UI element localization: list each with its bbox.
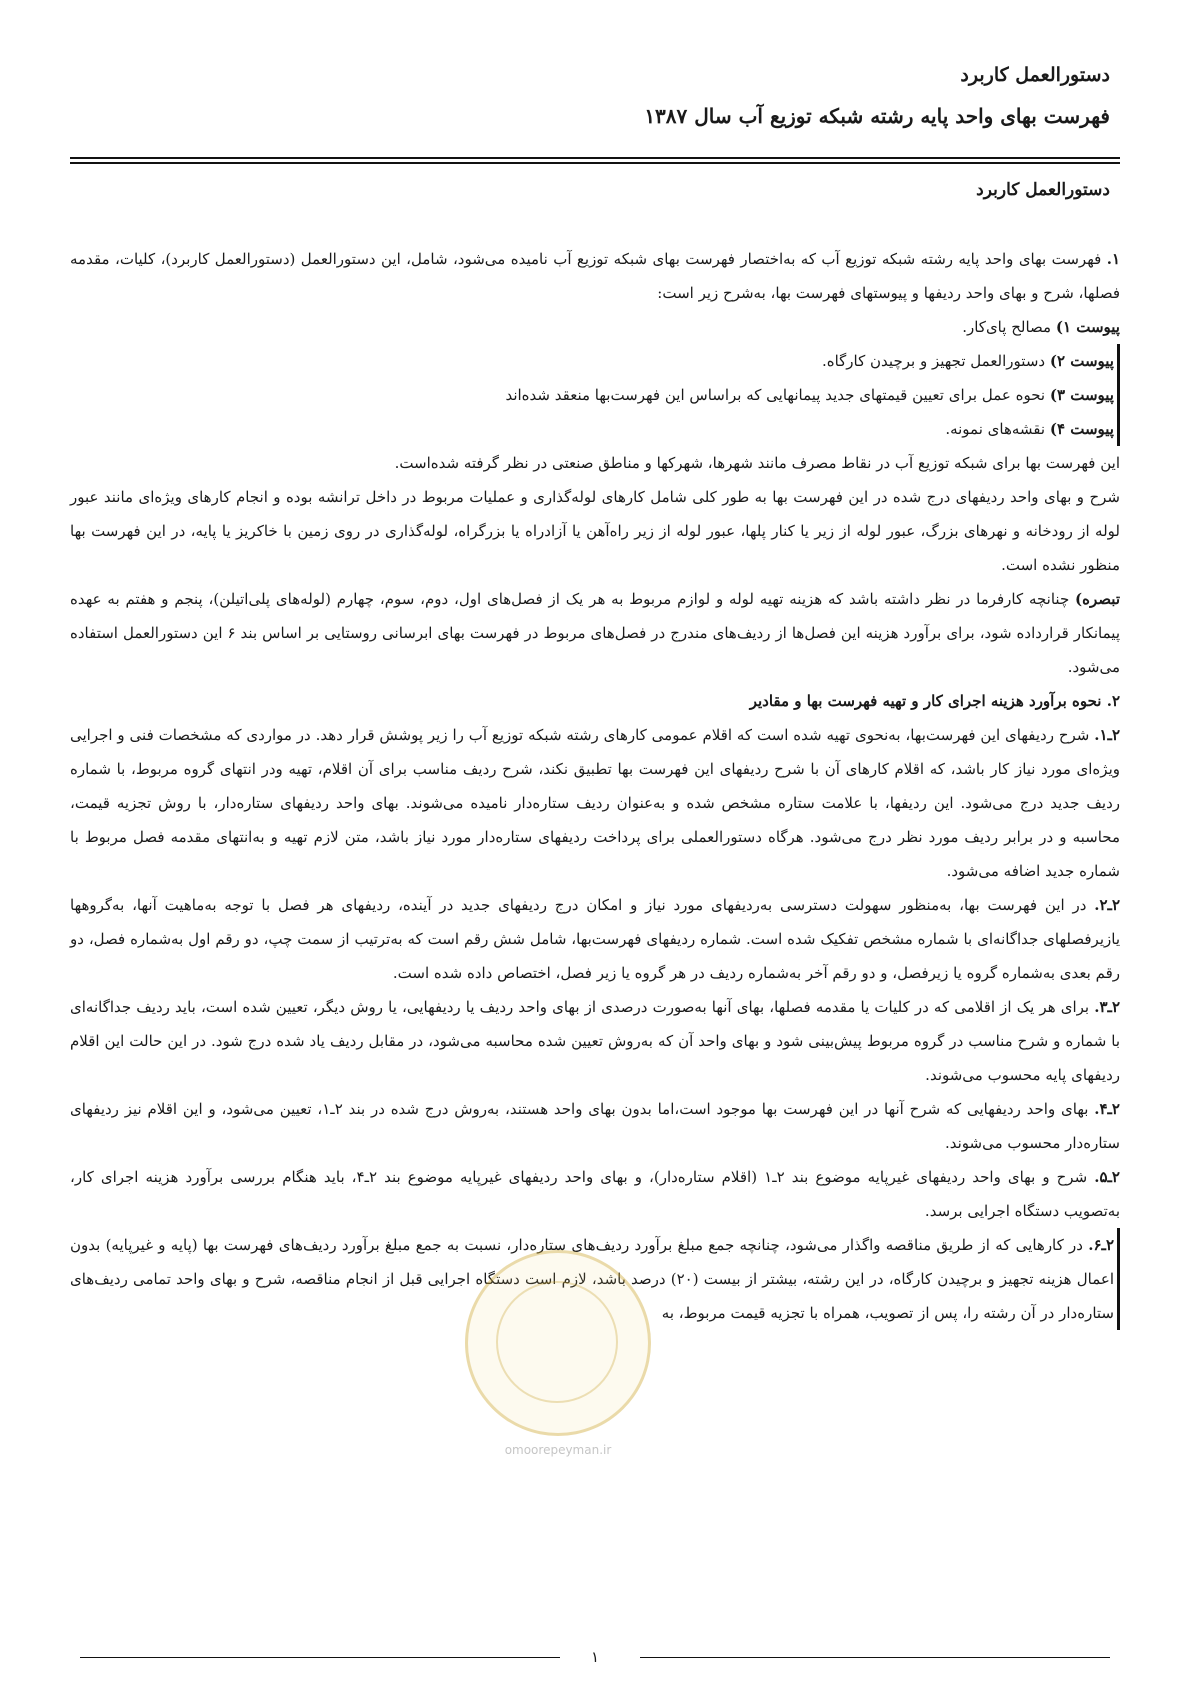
appendix-text: نقشه‌های نمونه. (945, 420, 1050, 438)
paragraph-scope: این فهرست بها برای شبکه توزیع آب در نقاط مصرف مانند شهرها، شهرکها و مناطق صنعتی در نظر گرفته شده‌است. (394, 454, 1120, 472)
note-text: چنانچه کارفرما در نظر داشته باشد که هزینه تهیه لوله و لوازم مربوط به هر یک از فصل‌های اول، دوم، سوم، چهارم (لوله‌های پلی‌اتیلن)، پنجم و هفتم به عهده پیمانکار قرارداده شود، برای برآورد هزینه این فصل‌ها از ردیف‌های مندرج در فصل‌های مربوط در فهرست بهای ابرسانی روستایی بر اساس بند ۶ این دستورالعمل استفاده می‌شود. (70, 590, 1120, 676)
appendix-item (70, 310, 1120, 344)
clause-2-4 (70, 1092, 1120, 1160)
appendix-label: پیوست ۲) (1049, 352, 1114, 370)
paragraph-number: ۱. (1106, 250, 1120, 268)
clause-text: در کارهایی که از طریق مناقصه واگذار می‌شود، چنانچه جمع مبلغ برآورد ردیف‌های ستاره‌دار، نسبت به جمع مبلغ برآورد ردیف‌های فهرست بها (پایه و غیرپایه) بدون اعمال هزینه تجهیز و برچیدن کارگاه، در این رشته، بیشتر از بیست (۲۰) درصد باشد، لازم است دستگاه اجرایی قبل از انجام مناقصه، شرح و بهای واحد تمامی ردیف‌های ستاره‌دار در آن رشته را، پس از تصویب، همراه با تجزیه قیمت مربوط، به (70, 1236, 1114, 1322)
appendix-label: پیوست ۱) (1055, 318, 1120, 336)
page-footer (80, 1648, 1110, 1668)
clause-text: شرح و بهای واحد ردیفهای غیرپایه موضوع بند ۲ـ۱ (اقلام ستاره‌دار)، و بهای واحد ردیفهای غیرپایه موضوع بند ۲ـ۴، باید هنگام بررسی برآورد هزینه اجرای کار، به‌تصویب دستگاه اجرایی برسد. (70, 1168, 1120, 1220)
header-rule-top (70, 157, 1120, 159)
paragraph-1 (70, 242, 1120, 310)
clause-text: بهای واحد ردیفهایی که شرح آنها در این فهرست بها موجود است،اما بدون بهای واحد هستند، به‌روش درج شده در بند ۲ـ۱، تعیین می‌شود، و این اقلام نیز ردیفهای ستاره‌دار محسوب می‌شوند. (70, 1100, 1120, 1152)
appendix-item (70, 344, 1120, 378)
appendix-text: نحوه عمل برای تعیین قیمتهای جدید پیمانهایی که براساس این فهرست‌بها منعقد شده‌اند (505, 386, 1050, 404)
running-header-title: دستورالعمل کاربرد (960, 64, 1110, 86)
clause-number: ۲ـ۶. (1088, 1236, 1114, 1254)
appendix-item (70, 378, 1120, 412)
running-header-subtitle: فهرست بهای واحد پایه رشته شبکه توزیع آب سال ۱۳۸۷ (644, 104, 1110, 128)
clause-number: ۲ـ۲. (1094, 896, 1120, 914)
document-body (70, 242, 1120, 1330)
clause-text: شرح ردیفهای این فهرست‌بها، به‌نحوی تهیه شده است که اقلام عمومی کارهای رشته شبکه توزیع آب را زیر پوشش قرار دهد. در مواردی که مشخصات فنی و اجرایی ویژه‌ای مورد نیاز کار باشد، که اقلام کارهای آن با شرح ردیفهای این فهرست بها تطبیق نکند، شرح ردیف مناسب برای آن اقلام، تهیه ودر انتهای گروه مربوط، با شماره ردیف جدید درج می‌شود. این ردیفها، با علامت ستاره مشخص شده و به‌عنوان ردیف ستاره‌دار نامیده می‌شوند. بهای واحد ردیفهای ستاره‌دار، با روش تجزیه قیمت، محاسبه و در برابر ردیف مورد نظر درج می‌شود. هرگاه دستورالعملی برای پرداخت ردیفهای ستاره‌دار مورد نیاز باشد، متن لازم تهیه و به‌انتهای مقدمه فصل مربوط با شماره جدید اضافه می‌شود. (70, 726, 1120, 880)
clause-2-2 (70, 888, 1120, 990)
clause-2-5 (70, 1160, 1120, 1228)
watermark-text: omoorepeyman.ir (504, 1443, 612, 1457)
appendix-item (70, 412, 1120, 446)
clause-number: ۲ـ۱. (1094, 726, 1120, 744)
clause-2-1 (70, 718, 1120, 888)
clause-number: ۲ـ۴. (1094, 1100, 1120, 1118)
header-rule-bottom (70, 162, 1120, 164)
clause-2-3 (70, 990, 1120, 1092)
section-title: دستورالعمل کاربرد (976, 180, 1110, 200)
clause-text: در این فهرست بها، به‌منظور سهولت دسترسی به‌ردیفهای مورد نیاز و امکان درج ردیفهای جدید در آینده، ردیفهای هر فصل با توجه به‌ماهیت آنها، به‌گروهها یازیرفصلهای جداگانه‌ای با شماره مشخص تفکیک شده است. شماره ردیفهای فهرست‌بها، شامل شش رقم است که به‌ترتیب از سمت چپ، دو رقم اول به‌شماره فصل، دو رقم بعدی به‌شماره گروه یا زیرفصل، و دو رقم آخر به‌شماره ردیف در هر گروه یا زیر فصل، اختصاص داده شده است. (70, 896, 1120, 982)
paragraph-text: فهرست بهای واحد پایه رشته شبکه توزیع آب که به‌اختصار فهرست بهای شبکه توزیع آب نامیده می‌شود، شامل، این دستورالعمل (دستورالعمل کاربرد)، کلیات، مقدمه فصلها، شرح و بهای واحد ردیفها و پیوستهای فهرست بها، به‌شرح زیر است: (70, 250, 1120, 302)
note-paragraph (70, 582, 1120, 684)
note-label: تبصره) (1075, 590, 1120, 608)
appendix-text: مصالح پای‌کار. (962, 318, 1056, 336)
page-number: ۱ (590, 1648, 600, 1666)
paragraph-description: شرح و بهای واحد ردیفهای درج شده در این فهرست بها به طور کلی شامل کارهای لوله‌گذاری و عملیات مربوط در داخل ترانشه بوده و انجام کارهای ویژه‌ای مانند عبور لوله از رودخانه و نهرهای بزرگ، عبور لوله از زیر یا کنار پلها، عبور لوله از زیر راه‌آهن یا آزادراه یا بزرگراه، لوله‌گذاری در روی زمین با خاکریز یا پایه، در این فهرست بها منظور نشده است. (70, 488, 1120, 574)
appendix-text: دستورالعمل تجهیز و برچیدن کارگاه. (821, 352, 1050, 370)
footer-rule-left (80, 1657, 560, 1658)
section-2-heading: ۲. نحوه برآورد هزینه اجرای کار و تهیه فهرست بها و مقادیر (749, 692, 1120, 710)
appendix-label: پیوست ۴) (1049, 420, 1114, 438)
appendix-label: پیوست ۳) (1049, 386, 1114, 404)
clause-2-6 (70, 1228, 1120, 1330)
clause-text: برای هر یک از اقلامی که در کلیات یا مقدمه فصلها، بهای آنها به‌صورت درصدی از بهای واحد ردیف یا ردیفهایی، یا روش دیگر، تعیین شده است، باید ردیف جداگانه‌ای با شماره و شرح مناسب در گروه مربوط پیش‌بینی شود و بهای واحد آن که به‌روش تعیین شده محاسبه می‌شود، در مقابل ردیف یاد شده درج شود. در این حالت این اقلام ردیفهای پایه محسوب می‌شوند. (70, 998, 1120, 1084)
clause-number: ۲ـ۳. (1094, 998, 1120, 1016)
clause-number: ۲ـ۵. (1094, 1168, 1120, 1186)
